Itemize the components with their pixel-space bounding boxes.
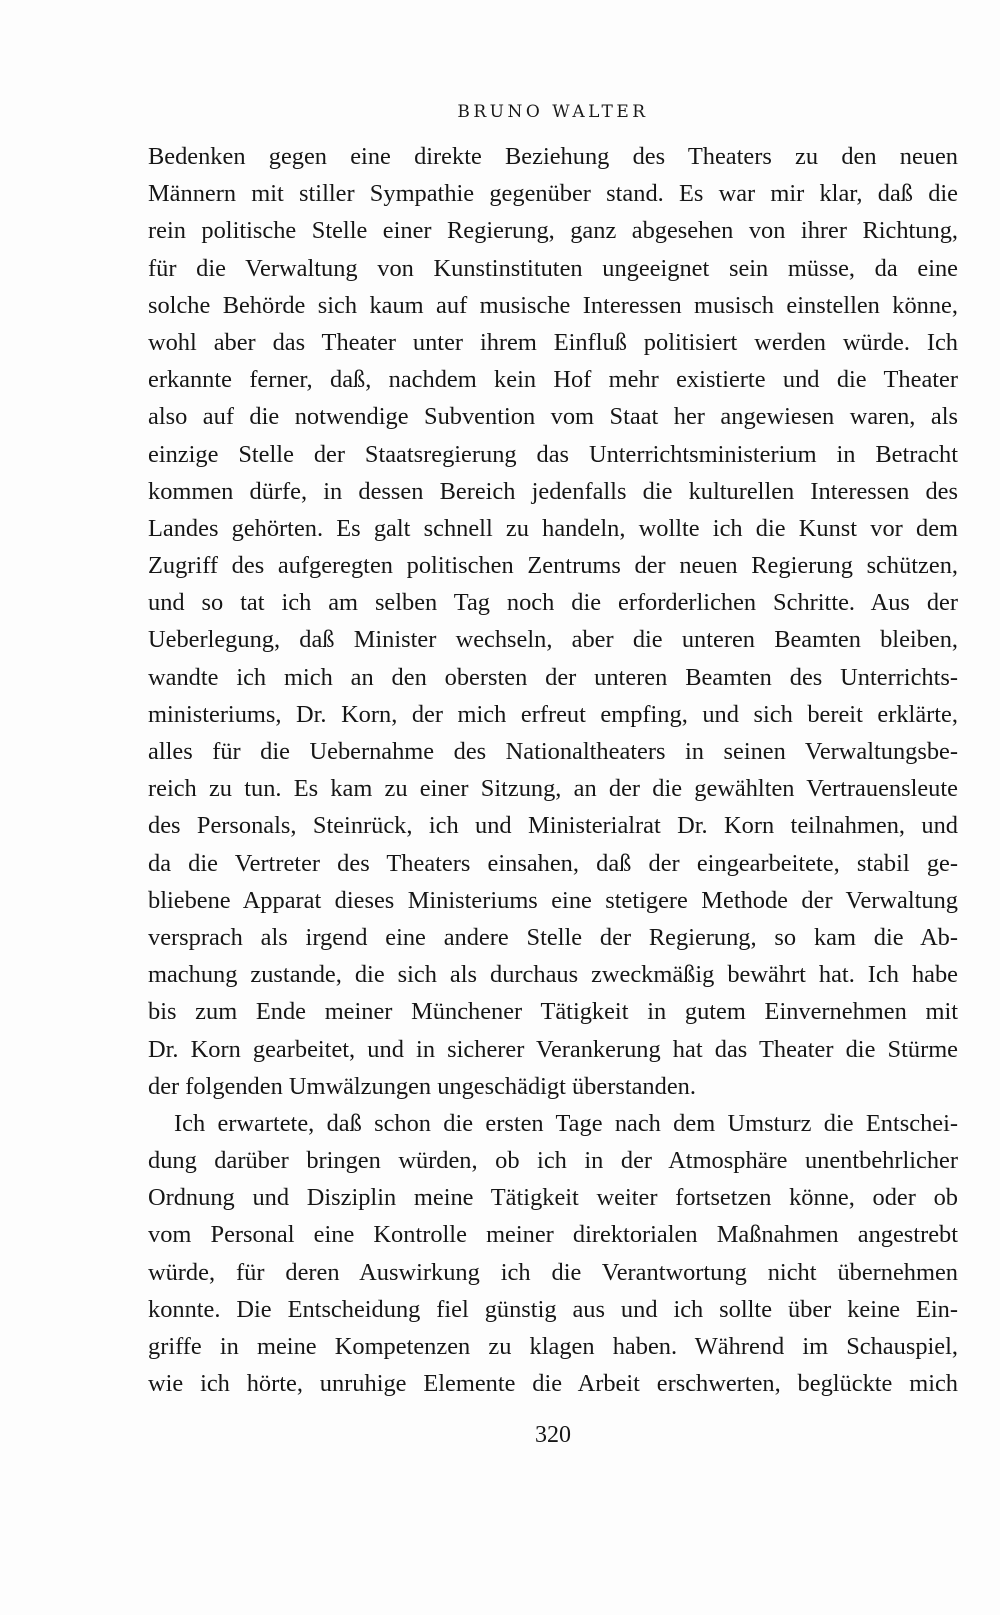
- text-line: erkannte ferner, daß, nachdem kein Hof mehr existierte und die Theater: [148, 366, 958, 394]
- text-line: Zugriff des aufgeregten politischen Zentrums der neuen Regierung schützen,: [148, 552, 958, 580]
- text-line: alles für die Uebernahme des Nationaltheaters in seinen Verwaltungsbe-: [148, 738, 958, 765]
- text-line: bliebene Apparat dieses Ministeriums eine stetigere Methode der Verwaltung: [148, 886, 958, 914]
- text-line: konnte. Die Entscheidung fiel günstig aus und ich sollte über keine Ein-: [148, 1295, 958, 1323]
- text-line: vom Personal eine Kontrolle meiner direktorialen Maßnahmen angestrebt: [148, 1221, 958, 1249]
- text-line: würde, für deren Auswirkung ich die Verantwortung nicht übernehmen: [148, 1258, 958, 1286]
- text-line: solche Behörde sich kaum auf musische Interessen musisch einstellen könne,: [148, 291, 958, 319]
- text-line: also auf die notwendige Subvention vom Staat her angewiesen waren, als: [148, 403, 958, 431]
- text-line: Dr. Korn gearbeitet, und in sicherer Verankerung hat das Theater die Stürme: [148, 1035, 958, 1063]
- page-number: 320: [535, 1422, 571, 1448]
- text-line: wie ich hörte, unruhige Elemente die Arbeit erschwerten, beglückte mich: [148, 1370, 958, 1398]
- text-line: versprach als irgend eine andere Stelle der Regierung, so kam die Ab-: [148, 923, 958, 951]
- text-line: griffe in meine Kompetenzen zu klagen haben. Während im Schauspiel,: [148, 1333, 958, 1360]
- text-line: kommen dürfe, in dessen Bereich jedenfalls die kulturellen Interessen des: [148, 477, 958, 505]
- text-line: Ich erwartete, daß schon die ersten Tage nach dem Umsturz die Entschei-: [174, 1109, 958, 1137]
- text-line: Ordnung und Disziplin meine Tätigkeit weiter fortsetzen könne, oder ob: [148, 1184, 958, 1212]
- text-line: und so tat ich am selben Tag noch die erforderlichen Schritte. Aus der: [148, 589, 958, 617]
- text-line: Bedenken gegen eine direkte Beziehung des Theaters zu den neuen: [148, 143, 958, 170]
- paragraph: [148, 1105, 958, 1403]
- running-head: BRUNO WALTER: [457, 102, 649, 122]
- text-line: wohl aber das Theater unter ihrem Einfluß politisiert werden würde. Ich: [148, 328, 958, 356]
- text-line: einzige Stelle der Staatsregierung das Unterrichtsministerium in Betracht: [148, 440, 958, 468]
- text-line: Landes gehörten. Es galt schnell zu handeln, wollte ich die Kunst vor dem: [148, 514, 958, 542]
- body-text: [148, 138, 958, 1402]
- text-line: wandte ich mich an den obersten der unteren Beamten des Unterrichts-: [148, 663, 958, 691]
- text-line: rein politische Stelle einer Regierung, ganz abgesehen von ihrer Richtung,: [148, 217, 958, 245]
- paragraph: [148, 138, 958, 1105]
- text-line: da die Vertreter des Theaters einsahen, daß der eingearbeitete, stabil ge-: [148, 849, 958, 877]
- text-line: für die Verwaltung von Kunstinstituten ungeeignet sein müsse, da eine: [148, 254, 958, 282]
- text-line: machung zustande, die sich als durchaus zweckmäßig bewährt hat. Ich habe: [148, 961, 958, 989]
- text-line: ministeriums, Dr. Korn, der mich erfreut empfing, und sich bereit erklärte,: [148, 700, 958, 728]
- text-line: des Personals, Steinrück, ich und Ministerialrat Dr. Korn teilnahmen, und: [148, 812, 958, 840]
- text-line: der folgenden Umwälzungen ungeschädigt überstanden.: [148, 1072, 696, 1100]
- text-line: bis zum Ende meiner Münchener Tätigkeit in gutem Einvernehmen mit: [148, 998, 958, 1026]
- text-line: Männern mit stiller Sympathie gegenüber stand. Es war mir klar, daß die: [148, 180, 958, 208]
- text-line: reich zu tun. Es kam zu einer Sitzung, an der die gewählten Vertrauensleute: [148, 775, 958, 803]
- text-line: Ueberlegung, daß Minister wechseln, aber die unteren Beamten bleiben,: [148, 626, 958, 654]
- text-line: dung darüber bringen würden, ob ich in der Atmosphäre unentbehrlicher: [148, 1147, 958, 1175]
